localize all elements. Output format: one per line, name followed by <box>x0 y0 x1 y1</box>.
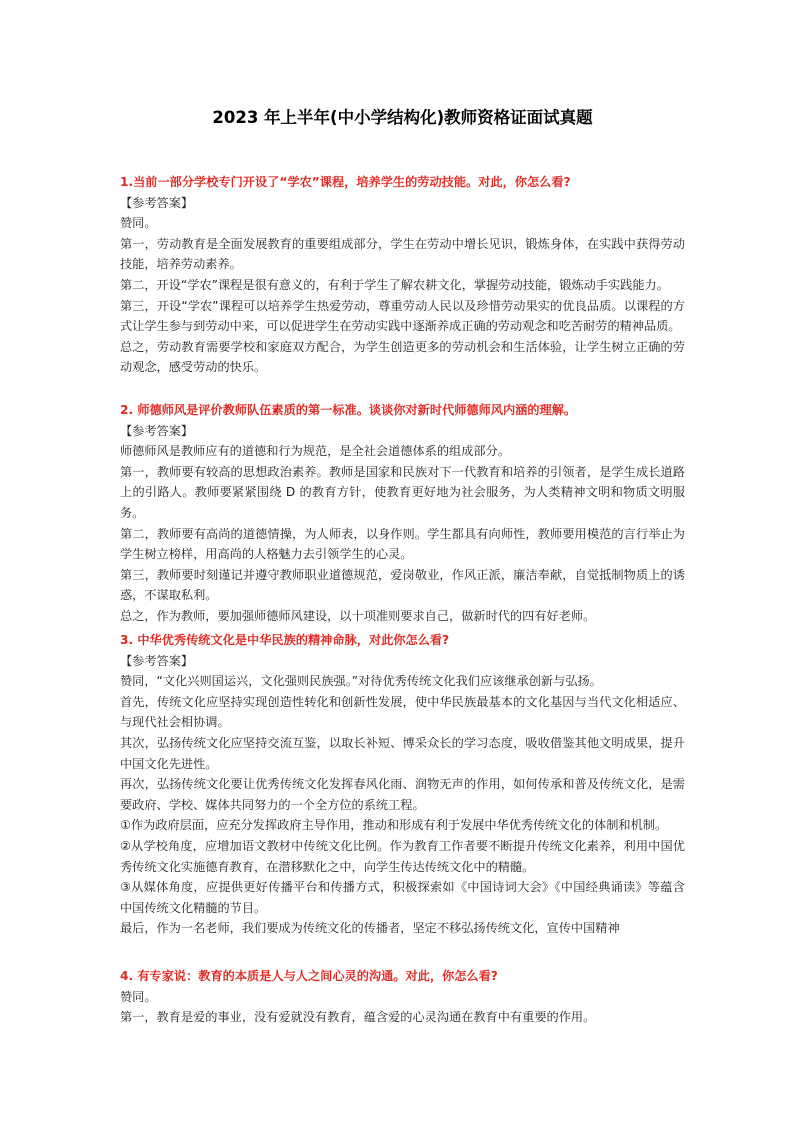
answer-paragraph: 最后，作为一名老师，我们要成为传统文化的传播者，坚定不移弘扬传统文化，宣传中国精神 <box>120 921 620 936</box>
question-section-2 <box>120 400 685 627</box>
answer-paragraph: 总之，作为教师，要加强师德师风建设，以十项准则要求自己，做新时代的四有好老师。 <box>120 608 596 623</box>
answer-paragraph: 第一，劳动教育是全面发展教育的重要组成部分，学生在劳动中增长见识，锻炼身体，在实践中获得劳动技能，培养劳动素养。 <box>120 236 685 272</box>
answer-paragraph: 再次，弘扬传统文化要让优秀传统文化发挥春风化雨、润物无声的作用，如何传承和普及传统文化，是需要政府、学校、媒体共同努力的一个全方位的系统工程。 <box>120 777 685 812</box>
answer-paragraph: 第一，教育是爱的事业，没有爱就没有教育，蕴含爱的心灵沟通在教育中有重要的作用。 <box>120 1010 596 1025</box>
answer-paragraph: 赞同。 <box>120 216 157 231</box>
question-section-3 <box>120 630 685 939</box>
question-heading: 2. 师德师风是评价教师队伍素质的第一标准。谈谈你对新时代师德师风内涵的理解。 <box>120 403 577 417</box>
answer-paragraph: 第三，教师要时刻谨记并遵守教师职业道德规范，爱岗敬业，作风正派，廉洁奉献，自觉抵制物质上的诱惑，不谋取私利。 <box>120 567 685 603</box>
answer-paragraph: 第三，开设“学农”课程可以培养学生热爱劳动，尊重劳动人民以及珍惜劳动果实的优良品质。以课程的方式让学生参与到劳动中来，可以促进学生在劳动实践中逐渐养成正确的劳动观念和吃苦耐劳的精神品质。 <box>120 298 685 334</box>
answer-paragraph: 第二，教师要有高尚的道德情操，为人师表，以身作则。学生都具有向师性，教师要用模范的言行举止为学生树立榜样，用高尚的人格魅力去引领学生的心灵。 <box>120 526 685 562</box>
answer-label: 【参考答案】 <box>120 195 194 210</box>
question-section-4 <box>120 966 685 1028</box>
answer-paragraph: 总之，劳动教育需要学校和家庭双方配合，为学生创造更多的劳动机会和生活体验，让学生树立正确的劳动观念，感受劳动的快乐。 <box>120 339 685 375</box>
question-heading: 1.当前一部分学校专门开设了“学农”课程，培养学生的劳动技能。对此，你怎么看? <box>120 175 571 189</box>
question-heading: 4. 有专家说：教育的本质是人与人之间心灵的沟通。对此，你怎么看? <box>120 969 498 983</box>
answer-paragraph: 赞同。 <box>120 989 157 1004</box>
answer-paragraph: 第二，开设“学农”课程是很有意义的，有利于学生了解农耕文化，掌握劳动技能，锻炼动手实践能力。 <box>120 277 669 292</box>
answer-label: 【参考答案】 <box>120 653 194 668</box>
answer-paragraph: 赞同，“文化兴则国运兴，文化强则民族强。”对待优秀传统文化我们应该继承创新与弘扬。 <box>120 674 602 689</box>
answer-paragraph: 首先，传统文化应坚持实现创造性转化和创新性发展，使中华民族最基本的文化基因与当代文化相适应、与现代社会相协调。 <box>120 694 685 730</box>
answer-paragraph: 其次，弘扬传统文化应坚持交流互鉴，以取长补短、博采众长的学习态度，吸收借鉴其他文明成果，提升中国文化先进性。 <box>120 735 685 771</box>
question-section-1 <box>120 172 685 378</box>
answer-label: 【参考答案】 <box>120 423 194 438</box>
document-title: 2023 年上半年(中小学结构化)教师资格证面试真题 <box>212 108 593 127</box>
answer-paragraph: ②从学校角度，应增加语文教材中传统文化比例。作为教育工作者要不断提升传统文化素养，利用中国优秀传统文化实施德育教育，在潜移默化之中，向学生传达传统文化中的精髓。 <box>120 838 685 874</box>
question-heading: 3. 中华优秀传统文化是中华民族的精神命脉，对此你怎么看? <box>120 633 450 647</box>
answer-paragraph: 师德师风是教师应有的道德和行为规范，是全社会道德体系的组成部分。 <box>120 444 510 459</box>
answer-paragraph: ③从媒体角度，应提供更好传播平台和传播方式，积极探索如《中国诗词大会》《中国经典诵读》等蕴含中国传统文化精髓的节目。 <box>120 880 685 915</box>
answer-paragraph: 第一，教师要有较高的思想政治素养。教师是国家和民族对下一代教育和培养的引领者，是学生成长道路上的引路人。教师要紧紧围绕 D 的教育方针，使教育更好地为社会服务，为人类精神文明和物质文明服务。 <box>120 464 685 520</box>
answer-paragraph: ①作为政府层面，应充分发挥政府主导作用，推动和形成有利于发展中华优秀传统文化的体制和机制。 <box>120 818 668 833</box>
